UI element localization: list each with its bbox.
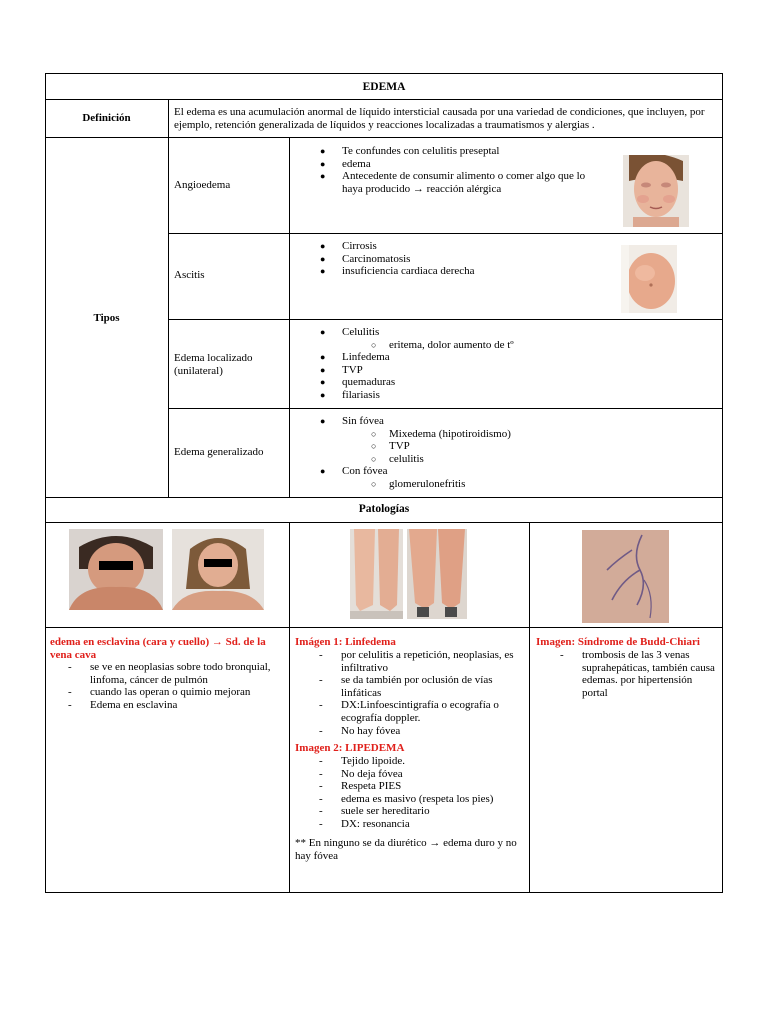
list-item: ● Con fóvea [320, 465, 388, 478]
list-item: ● TVP [320, 363, 363, 376]
tipo-name-edema-localizado: Edema localizado (unilateral) [174, 352, 253, 377]
list-item: ● Linfedema [320, 351, 390, 364]
lipedema-photo [407, 529, 467, 619]
linfedema-list [319, 649, 521, 737]
list-item: - No deja fóvea [319, 767, 403, 780]
list-item: ○ celulitis [371, 452, 424, 465]
list-item: ● Carcinomatosis [320, 252, 411, 265]
edema-localizado-list [320, 326, 702, 402]
edema-generalizado-list [320, 415, 702, 491]
linfedema-heading: Imágen 1: Linfedema [295, 636, 396, 648]
list-item: - suele ser hereditario [319, 805, 430, 818]
list-item: - trombosis de las 3 venas suprahepáticas, también causa edemas. por hipertensión portal [560, 649, 715, 699]
list-item: ● edema [320, 157, 371, 170]
list-item: ○ eritema, dolor aumento de tº [371, 338, 514, 351]
list-item: - Tejido lipoide. [319, 755, 405, 767]
table-title: EDEMA [362, 81, 406, 93]
list-item: ● quemaduras [320, 376, 396, 389]
budd-chiari-heading: Imagen: Síndrome de Budd-Chiari [536, 636, 700, 648]
tipos-label: Tipos [93, 312, 120, 324]
list-item: ● Antecedente de consumir alimento o comer algo que lo haya producido → reacción alérgica [320, 170, 586, 195]
linfedema-photo [350, 529, 403, 619]
list-item: ● insuficiencia cardiaca derecha [320, 265, 475, 278]
list-item: - Respeta PIES [319, 780, 402, 793]
budd-chiari-list [560, 649, 717, 699]
esclavina-photo-2 [172, 529, 264, 610]
list-item: ● Sin fóvea [320, 415, 384, 427]
ascitis-list [320, 240, 602, 278]
lipedema-heading: Imagen 2: LIPEDEMA [295, 742, 405, 754]
list-item: - Edema en esclavina [68, 698, 178, 711]
angioedema-list [320, 145, 602, 195]
list-item: - por celulitis a repetición, neoplasias, es infiltrativo [319, 649, 514, 674]
list-item: ● Te confundes con celulitis preseptal [320, 145, 500, 157]
esclavina-heading: edema en esclavina (cara y cuello) → Sd. de la vena cava [50, 636, 266, 661]
list-item: - edema es masivo (respeta los pies) [319, 792, 494, 805]
esclavina-list [68, 661, 280, 711]
lipedema-list [319, 755, 521, 831]
list-item: - DX: resonancia [319, 817, 410, 830]
ascitis-photo [621, 245, 677, 313]
tipo-name-angioedema: Angioedema [174, 179, 231, 191]
angioedema-photo [623, 155, 689, 227]
budd-chiari-photo [582, 530, 669, 623]
list-item: ● filariasis [320, 388, 380, 401]
list-item: - se ve en neoplasias sobre todo bronquial, linfoma, cáncer de pulmón [68, 661, 271, 686]
tipo-name-edema-generalizado: Edema generalizado [174, 446, 264, 458]
edema-table [45, 73, 723, 893]
tipo-name-ascitis: Ascitis [174, 269, 205, 281]
list-item: ○ glomerulonefritis [371, 477, 466, 490]
patologias-heading: Patologías [358, 503, 410, 515]
list-item: ● Cirrosis [320, 240, 377, 252]
list-item: ○ Mixedema (hipotiroidismo) [371, 427, 511, 440]
list-item: - No hay fóvea [319, 724, 401, 737]
list-item: - cuando las operan o quimio mejoran [68, 686, 251, 699]
definicion-text: El edema es una acumulación anormal de líquido intersticial causada por una variedad de condiciones, que incluyen, por ejemplo, retención generalizada de líquidos y reacciones localizadas a traumatismos y alergias . [174, 106, 705, 131]
list-item: - se da también por oclusión de vías linfáticas [319, 674, 493, 699]
list-item: - DX:Linfoescintigrafía o ecografía o ecografía doppler. [319, 699, 499, 724]
list-item: ○ TVP [371, 440, 410, 453]
esclavina-photo-1 [69, 529, 163, 610]
diuretico-note: ** En ninguno se da diurético → edema duro y no hay fóvea [295, 837, 517, 862]
definicion-label: Definición [82, 112, 131, 124]
list-item: ● Celulitis [320, 326, 380, 338]
